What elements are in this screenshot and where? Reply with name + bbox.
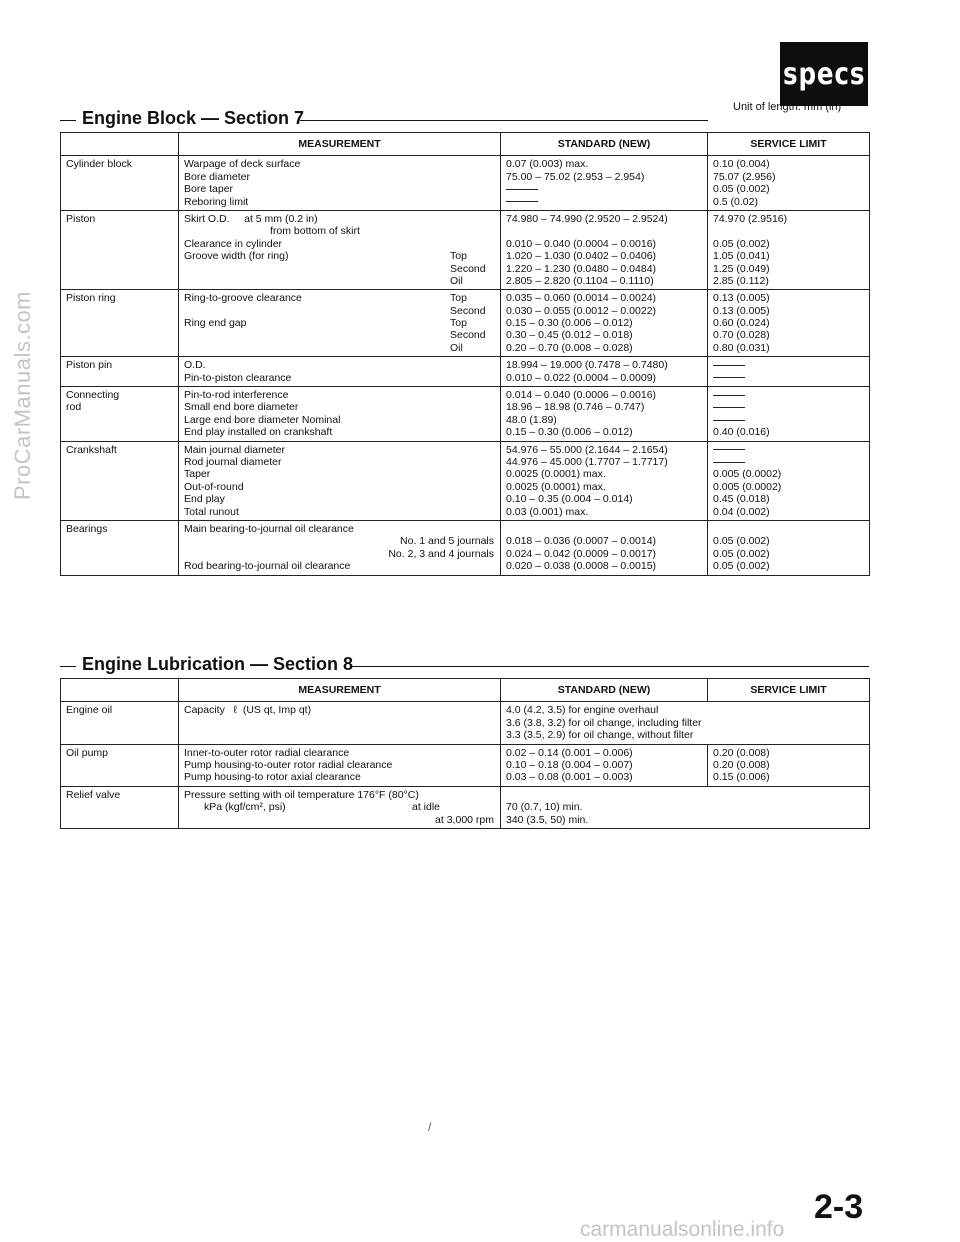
ring-line [184, 342, 496, 354]
section-title-rule-left [60, 120, 76, 121]
value: 0.70 (0.028) [713, 329, 770, 342]
item: O.D. [184, 359, 206, 372]
watermark-side: ProCarManuals.com [10, 290, 35, 500]
row-label: Piston ring [61, 290, 179, 357]
value: 0.13 (0.005) [713, 292, 770, 305]
row-label: Crankshaft [61, 441, 179, 520]
item: Clearance in cylinder [184, 237, 283, 250]
sub-label: Second [450, 262, 486, 275]
standard-cell [501, 357, 708, 387]
item: Main bearing-to-journal oil clearance [184, 522, 354, 535]
header-service-limit: SERVICE LIMIT [708, 679, 870, 702]
table-row-piston-pin [61, 357, 870, 387]
limit-cell [708, 387, 870, 442]
standard-cell [501, 441, 708, 520]
item: Skirt O.D. [184, 212, 230, 225]
measurement-cell [179, 156, 501, 211]
item: Groove width (for ring) [184, 250, 289, 263]
table-row-relief-valve [61, 786, 870, 828]
table-row-bearings [61, 520, 870, 575]
value: 0.04 (0.002) [713, 505, 770, 518]
row-label [61, 387, 179, 442]
item: Pin-to-rod interference [184, 389, 289, 402]
note: from bottom of skirt [270, 225, 360, 238]
value: 0.10 (0.004) [713, 158, 770, 171]
dash-mark [506, 183, 703, 195]
value: 0.05 (0.002) [713, 547, 770, 560]
relief-line [184, 801, 496, 813]
header-measurement: MEASUREMENT [179, 133, 501, 156]
value: 0.02 – 0.14 (0.001 – 0.006) [506, 746, 633, 759]
table-row-oil-pump [61, 744, 870, 786]
section-title-engine-lubrication: Engine Lubrication — Section 8 [82, 654, 354, 674]
value: 0.024 – 0.042 (0.0009 – 0.0017) [506, 547, 657, 560]
item: Pump housing-to-outer rotor radial clearance [184, 758, 393, 771]
section-title-engine-block: Engine Block — Section 7 [82, 108, 305, 128]
measurement-cell [179, 702, 501, 744]
table-row-cylinder-block [61, 156, 870, 211]
value: 44.976 – 45.000 (1.7707 – 1.7717) [506, 456, 668, 468]
section-title-rule-left [60, 666, 76, 667]
standard-cell [501, 520, 708, 575]
header-standard: STANDARD (NEW) [501, 133, 708, 156]
table-row-piston-ring [61, 290, 870, 357]
value: 75.00 – 75.02 (2.953 – 2.954) [506, 170, 645, 183]
value: 0.05 (0.002) [713, 535, 770, 548]
value: 0.010 – 0.022 (0.0004 – 0.0009) [506, 371, 657, 384]
value: 0.20 – 0.70 (0.008 – 0.028) [506, 341, 633, 354]
row-label: Cylinder block [61, 156, 179, 211]
specs-badge-label: specs [782, 56, 866, 92]
row-label: Piston [61, 210, 179, 289]
value: 0.035 – 0.060 (0.0014 – 0.0024) [506, 292, 657, 305]
value: 74.970 (2.9516) [713, 212, 788, 225]
condition: at 3,000 rpm [435, 813, 494, 826]
item: Main journal diameter [184, 443, 285, 456]
value: 4.0 (4.2, 3.5) for engine overhaul [506, 704, 659, 717]
limit-cell [708, 520, 870, 575]
measurement-cell [179, 520, 501, 575]
value: 3.6 (3.8, 3.2) for oil change, including filter [506, 716, 702, 729]
header-measurement: MEASUREMENT [179, 679, 501, 702]
limit-cell [708, 441, 870, 520]
value: 0.30 – 0.45 (0.012 – 0.018) [506, 329, 633, 342]
table-row-crankshaft [61, 441, 870, 520]
section-title-rule-right [352, 666, 869, 667]
measurement-cell [179, 786, 501, 828]
item: Ring-to-groove clearance [184, 292, 302, 305]
value: 1.220 – 1.230 (0.0480 – 0.0484) [506, 262, 657, 275]
value: 0.010 – 0.040 (0.0004 – 0.0016) [506, 237, 657, 250]
item: Out-of-round [184, 480, 244, 493]
dash-mark [713, 401, 865, 413]
row-label: Relief valve [61, 786, 179, 828]
row-label: Oil pump [61, 744, 179, 786]
value: 1.020 – 1.030 (0.0402 – 0.0406) [506, 250, 657, 263]
value: 75.07 (2.956) [713, 170, 776, 183]
row-label: Engine oil [61, 702, 179, 744]
value: 0.0025 (0.0001) max. [506, 468, 606, 481]
label-line: rod [66, 401, 82, 414]
page-number: 2-3 [814, 1188, 864, 1226]
item: Large end bore diameter Nominal [184, 413, 341, 426]
value: 74.980 – 74.990 (2.9520 – 2.9524) [506, 212, 668, 225]
item: End play [184, 493, 225, 506]
measurement-cell [179, 210, 501, 289]
value: 0.07 (0.003) max. [506, 158, 589, 171]
item: Small end bore diameter [184, 401, 299, 414]
item: Total runout [184, 505, 239, 518]
ring-line [184, 329, 496, 341]
label-line: Connecting [66, 389, 120, 402]
item: Ring end gap [184, 317, 247, 330]
row-label: Piston pin [61, 357, 179, 387]
table-row-piston [61, 210, 870, 289]
value: 340 (3.5, 50) min. [506, 813, 589, 826]
value: 0.13 (0.005) [713, 304, 770, 317]
skirt-od-line [184, 213, 496, 225]
sub-label: No. 2, 3 and 4 journals [388, 547, 494, 560]
dash-mark [713, 389, 865, 401]
value: 0.20 (0.008) [713, 758, 770, 771]
measurement-cell [179, 744, 501, 786]
dash-mark [713, 372, 865, 384]
sub-label: Top [450, 292, 467, 305]
standard-cell [501, 156, 708, 211]
value: 0.80 (0.031) [713, 341, 770, 354]
dash-mark [506, 196, 703, 208]
value: 0.005 (0.0002) [713, 468, 782, 481]
limit-cell [708, 744, 870, 786]
specs-badge [780, 42, 868, 106]
item: Reboring limit [184, 195, 249, 208]
ring-line [184, 317, 496, 329]
sub-label: Top [450, 250, 467, 263]
value: 54.976 – 55.000 (2.1644 – 2.1654) [506, 443, 668, 456]
value: 18.994 – 19.000 (0.7478 – 0.7480) [506, 359, 668, 372]
condition: at idle [412, 801, 441, 814]
item: Rod journal diameter [184, 456, 282, 468]
note: at 5 mm (0.2 in) [244, 212, 318, 225]
value: 70 (0.7, 10) min. [506, 801, 583, 814]
value: 0.030 – 0.055 (0.0012 – 0.0022) [506, 304, 657, 317]
sub-label: Oil [450, 341, 463, 354]
measurement-cell [179, 387, 501, 442]
item: Pin-to-piston clearance [184, 371, 292, 384]
value: 0.20 (0.008) [713, 746, 770, 759]
table-header-row [61, 679, 870, 702]
item: Bore diameter [184, 170, 250, 183]
value: 0.005 (0.0002) [713, 480, 782, 493]
item: Bore taper [184, 183, 234, 196]
value: 0.5 (0.02) [713, 195, 758, 208]
row-label: Bearings [61, 520, 179, 575]
ring-line [184, 292, 496, 304]
measurement-cell [179, 357, 501, 387]
sub-label: Second [450, 304, 486, 317]
standard-cell [501, 210, 708, 289]
standard-cell [501, 290, 708, 357]
units: kPa (kgf/cm², psi) [204, 801, 286, 814]
measurement-cell [179, 441, 501, 520]
value: 0.03 (0.001) max. [506, 505, 589, 518]
header-blank [61, 133, 179, 156]
value: 0.05 (0.002) [713, 183, 770, 196]
sub-label: No. 1 and 5 journals [400, 535, 494, 548]
table-header-row [61, 133, 870, 156]
groove-line [184, 250, 496, 262]
table-row-connecting-rod [61, 387, 870, 442]
limit-cell [708, 357, 870, 387]
value: 0.05 (0.002) [713, 560, 770, 573]
groove-line [184, 275, 496, 287]
ring-line [184, 305, 496, 317]
item: Pressure setting with oil temperature 176°F (80°C) [184, 788, 419, 801]
sub-label: Top [450, 317, 467, 330]
value: 3.3 (3.5, 2.9) for oil change, without filter [506, 729, 694, 742]
limit-cell [708, 290, 870, 357]
item: Pump housing-to rotor axial clearance [184, 771, 361, 784]
standard-cell [501, 786, 870, 828]
unit-note: Unit of length: mm (in) [733, 101, 842, 113]
dash-mark [713, 456, 865, 468]
value: 0.45 (0.018) [713, 493, 770, 506]
limit-cell [708, 156, 870, 211]
item: Warpage of deck surface [184, 158, 301, 171]
item: Taper [184, 468, 211, 481]
section-title-rule-right [300, 120, 708, 121]
value: 0.05 (0.002) [713, 237, 770, 250]
value: 0.03 – 0.08 (0.001 – 0.003) [506, 771, 633, 784]
engine-lubrication-table [60, 678, 870, 829]
table-row-engine-oil [61, 702, 870, 744]
value: 48.0 (1.89) [506, 413, 557, 426]
value: 0.10 – 0.35 (0.004 – 0.014) [506, 493, 633, 506]
stray-mark: / [428, 1120, 432, 1134]
header-standard: STANDARD (NEW) [501, 679, 708, 702]
value: 0.018 – 0.036 (0.0007 – 0.0014) [506, 535, 657, 548]
value: 1.05 (0.041) [713, 250, 770, 263]
item: Capacity ℓ (US qt, Imp qt) [184, 704, 312, 717]
value: 2.805 – 2.820 (0.1104 – 0.1110) [506, 274, 654, 287]
value: 0.15 – 0.30 (0.006 – 0.012) [506, 317, 633, 330]
item: Inner-to-outer rotor radial clearance [184, 746, 350, 759]
sub-label: Second [450, 329, 486, 342]
dash-mark [713, 414, 865, 426]
header-service-limit: SERVICE LIMIT [708, 133, 870, 156]
value: 0.15 – 0.30 (0.006 – 0.012) [506, 426, 633, 439]
value: 2.85 (0.112) [713, 274, 769, 287]
limit-cell [708, 210, 870, 289]
item: Rod bearing-to-journal oil clearance [184, 560, 351, 573]
value: 0.020 – 0.038 (0.0008 – 0.0015) [506, 560, 657, 573]
value: 0.10 – 0.18 (0.004 – 0.007) [506, 758, 633, 771]
value: 0.15 (0.006) [713, 771, 770, 784]
measurement-cell [179, 290, 501, 357]
dash-mark [713, 359, 865, 371]
groove-line [184, 263, 496, 275]
watermark-bottom: carmanualsonline.info [580, 1218, 785, 1241]
engine-block-table [60, 132, 870, 576]
standard-cell [501, 744, 708, 786]
item: End play installed on crankshaft [184, 426, 333, 439]
value: 0.0025 (0.0001) max. [506, 480, 606, 493]
value: 0.60 (0.024) [713, 317, 770, 330]
dash-mark [713, 444, 865, 456]
sub-label: Oil [450, 274, 463, 287]
value: 0.014 – 0.040 (0.0006 – 0.0016) [506, 389, 657, 402]
value: 0.40 (0.016) [713, 426, 770, 439]
value: 18.96 – 18.98 (0.746 – 0.747) [506, 401, 645, 414]
value: 1.25 (0.049) [713, 262, 770, 275]
header-blank [61, 679, 179, 702]
standard-cell [501, 387, 708, 442]
standard-cell [501, 702, 870, 744]
